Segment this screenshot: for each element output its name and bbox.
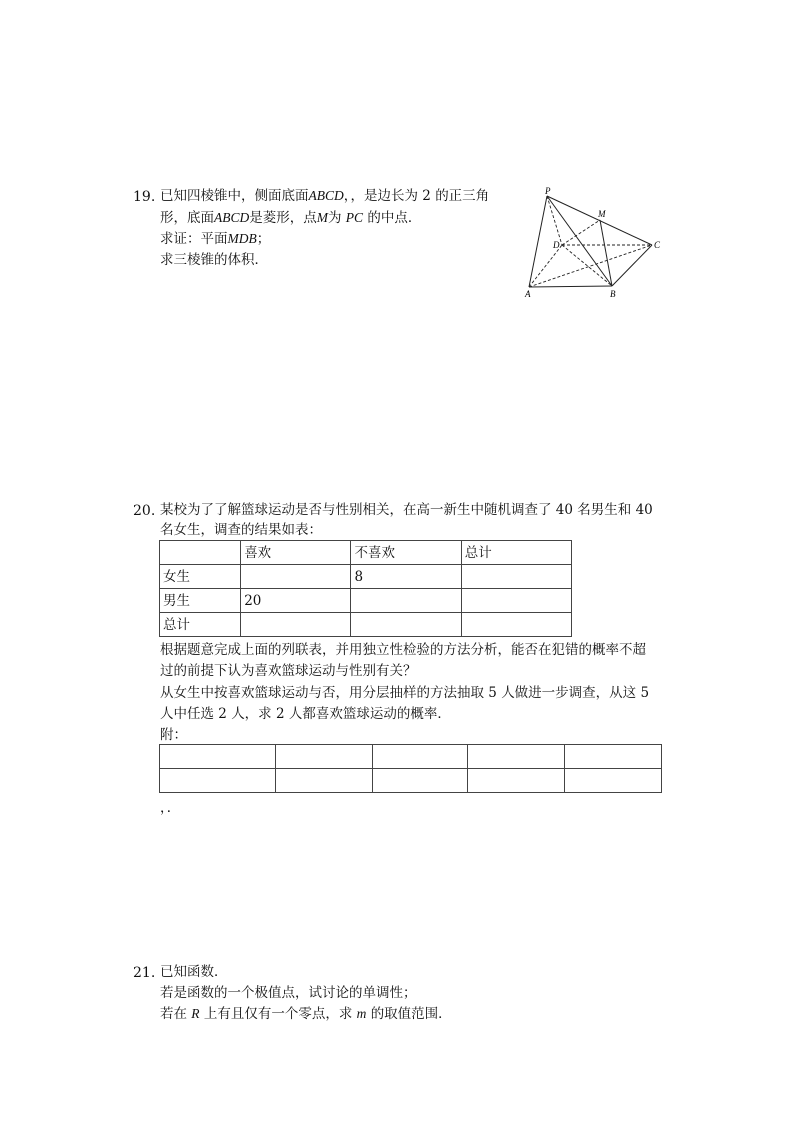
q19-line-1: 已知四棱锥中，侧面底面ABCD，，是边长为 2 的正三角 [160,188,490,204]
question-number: 21. [133,965,156,981]
table-cell [468,769,565,793]
q21-line-2: 若是函数的一个极值点，试讨论的单调性； [160,985,417,1001]
table-cell [160,745,276,769]
contingency-table [159,540,572,637]
table-cell: 喜欢 [241,541,351,565]
label-c: C [654,240,661,250]
appendix-table [159,744,662,793]
edge-dm [562,220,600,245]
table-cell [241,565,351,589]
edge-ac [529,245,652,287]
label-p: P [545,186,551,196]
edge-pd [547,196,562,245]
q20-line-2: 名女生，调查的结果如表： [160,522,322,538]
table-cell: 总计 [461,541,571,565]
table-cell [461,589,571,613]
edge-pc [547,196,652,245]
edge-ad [529,245,562,287]
table-cell [275,769,372,793]
question-number: 19. [133,189,156,205]
table-row [160,769,662,793]
edge-bc [612,245,652,286]
q20-line-1: 某校为了了解篮球运动是否与性别相关，在高一新生中随机调查了 40 名男生和 40 [160,502,653,518]
q20-part1-line-2: 过的前提下认为喜欢篮球运动与性别有关？ [160,663,417,679]
label-d: D [553,240,560,250]
table-cell [565,769,662,793]
table-cell [241,613,351,637]
edge-pa [529,196,547,287]
table-row [160,565,572,589]
table-cell [160,541,241,565]
table-cell [372,769,468,793]
table-cell: 女生 [160,565,241,589]
table-cell: 总计 [160,613,241,637]
table-cell [160,769,276,793]
question-number: 20. [133,503,156,519]
appendix-label: 附： [160,727,187,743]
q19-line-3: 求证：平面MDB； [160,231,271,247]
table-cell: 男生 [160,589,241,613]
table-row [160,745,662,769]
q20-part2-line-2: 人中任选 2 人，求 2 人都喜欢篮球运动的概率． [160,706,451,722]
table-cell [461,613,571,637]
table-cell [461,565,571,589]
table-cell [351,589,461,613]
edge-mb [600,220,612,286]
pyramid-figure [520,185,665,300]
table-cell: 8 [351,565,461,589]
q20-part1-line-1: 根据题意完成上面的列联表，并用独立性检验的方法分析，能否在犯错的概率不超 [160,642,646,658]
table-cell [372,745,468,769]
table-cell [468,745,565,769]
table-cell [351,613,461,637]
label-b: B [610,289,616,299]
q20-part2-line-1: 从女生中按喜欢篮球运动与否，用分层抽样的方法抽取 5 人做进一步调查，从这 5 [160,685,650,701]
table-cell: 不喜欢 [351,541,461,565]
table-row [160,541,572,565]
table-row [160,613,572,637]
q19-line-2: 形，底面ABCD是菱形，点M为 PC 的中点． [160,210,422,226]
q21-line-1: 已知函数． [160,964,228,980]
table-row [160,589,572,613]
label-a: A [525,289,531,299]
table-cell: 20 [241,589,351,613]
label-m: M [598,209,606,219]
table-cell [565,745,662,769]
table-cell [275,745,372,769]
q21-line-3: 若在 R 上有且仅有一个零点，求 m 的取值范围． [160,1006,452,1022]
edge-ab [529,286,612,287]
q19-line-4: 求三棱锥的体积． [160,252,268,268]
trailing-punctuation: ，． [160,800,181,816]
